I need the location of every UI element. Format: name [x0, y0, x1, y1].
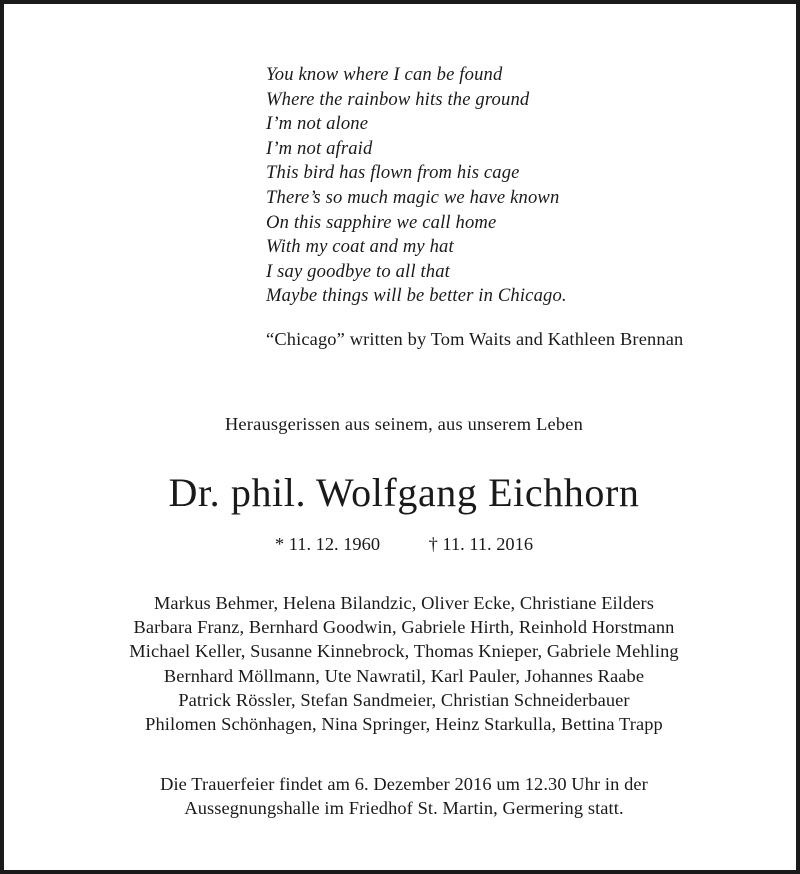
poem-line: On this sapphire we call home	[266, 211, 497, 233]
life-dates	[44, 532, 764, 556]
poem-line: There’s so much magic we have known	[266, 186, 560, 208]
funeral-notice	[44, 772, 764, 821]
poem-line: Where the rainbow hits the ground	[266, 88, 530, 110]
poem-line: Maybe things will be better in Chicago.	[266, 285, 567, 307]
mourner-line: Philomen Schönhagen, Nina Springer, Heinz Starkulla, Bettina Trapp	[145, 714, 663, 735]
poem-line: I’m not afraid	[266, 137, 373, 159]
poem	[266, 63, 786, 309]
poem-line: I’m not alone	[266, 113, 369, 135]
poem-line: You know where I can be found	[266, 64, 503, 85]
mourners-list	[44, 591, 764, 736]
mourner-line: Markus Behmer, Helena Bilandzic, Oliver Ecke, Christiane Eilders	[153, 593, 654, 613]
mourner-line: Patrick Rössler, Stefan Sandmeier, Christian Schneiderbauer	[178, 689, 630, 710]
tagline: Herausgerissen aus seinem, aus unserem Leben	[224, 414, 584, 434]
mourner-line: Barbara Franz, Bernhard Goodwin, Gabriele Hirth, Reinhold Horstmann	[133, 617, 675, 638]
mourner-line: Michael Keller, Susanne Kinnebrock, Thomas Knieper, Gabriele Mehling	[129, 641, 679, 662]
poem-credit: “Chicago” written by Tom Waits and Kathleen Brennan	[266, 329, 684, 349]
death-date: † 11. 11. 2016	[428, 534, 534, 554]
poem-line: This bird has flown from his cage	[266, 162, 520, 184]
mourner-line: Bernhard Möllmann, Ute Nawratil, Karl Pauler, Johannes Raabe	[163, 665, 645, 686]
notice-line: Aussegnungshalle im Friedhof St. Martin, Germering statt.	[184, 798, 624, 819]
poem-line: With my coat and my hat	[266, 236, 454, 258]
birth-date: * 11. 12. 1960	[274, 534, 381, 554]
notice-line: Die Trauerfeier findet am 6. Dezember 2016 um 12.30 Uhr in der	[160, 774, 648, 794]
poem-line: I say goodbye to all that	[266, 260, 450, 282]
deceased-name: Dr. phil. Wolfgang Eichhorn	[168, 470, 640, 515]
